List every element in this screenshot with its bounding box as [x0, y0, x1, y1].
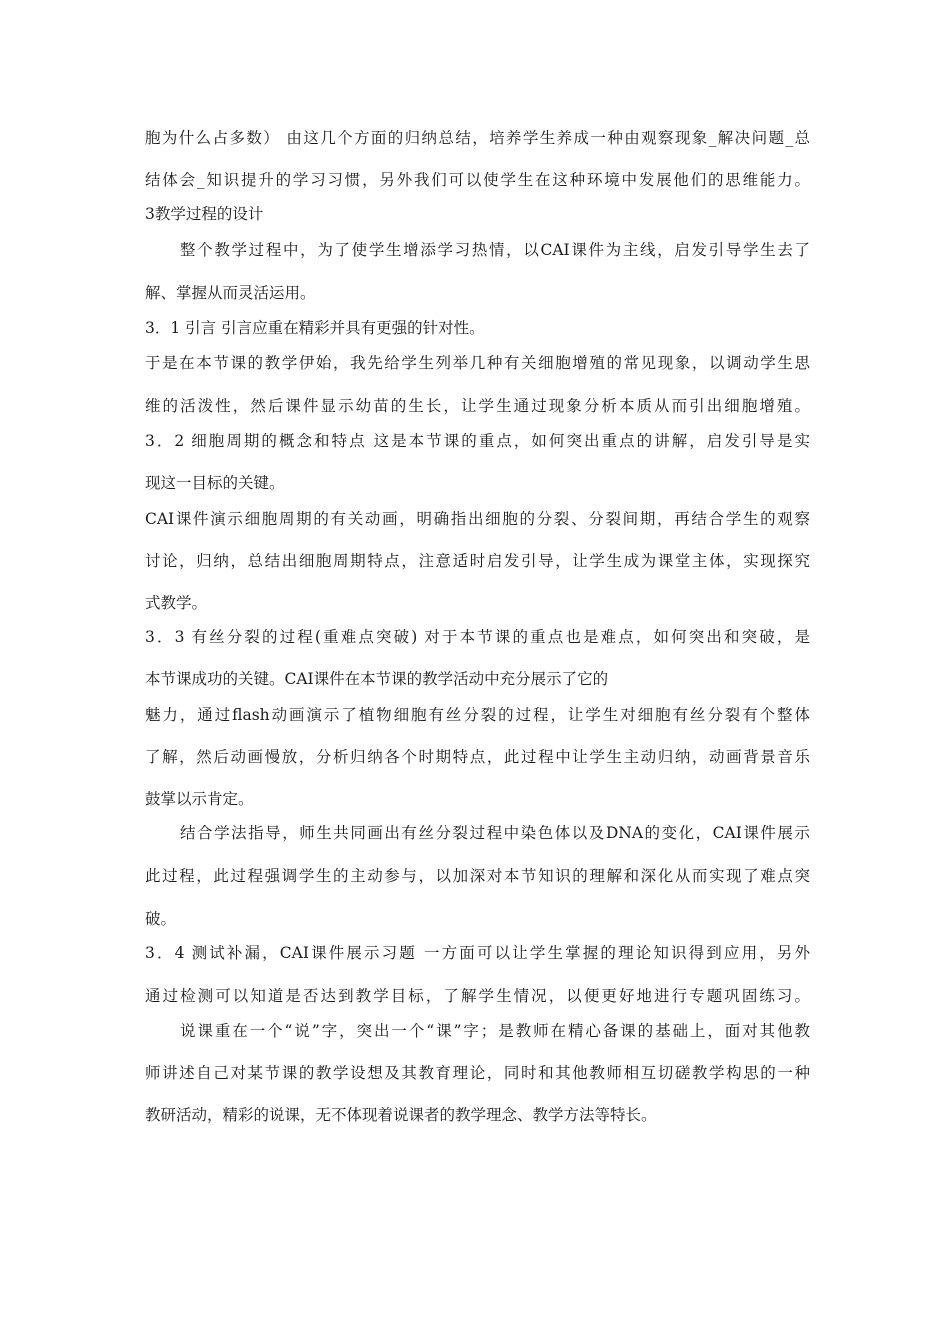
text-line: 胞为什么占多数） 由这几个方面的归纳总结，培养学生养成一种由观察现象_解决问题_总 — [145, 129, 810, 147]
text-line: 通过检测可以知道是否达到教学目标，了解学生情况，以便更好地进行专题巩固练习。 — [145, 987, 810, 1005]
text-line: 于是在本节课的教学伊始，我先给学生列举几种有关细胞增殖的常见现象，以调动学生思 — [145, 354, 810, 372]
text-line: 现这一目标的关键。 — [145, 474, 285, 492]
text-line: 此过程，此过程强调学生的主动参与，以加深对本节知识的理解和深化从而实现了难点突 — [145, 867, 810, 885]
text-line: 鼓掌以示肯定。 — [145, 790, 254, 808]
subsection-heading: 3．1 引言 引言应重在精彩并具有更强的针对性。 — [145, 319, 485, 337]
text-line: CAI课件演示细胞周期的有关动画，明确指出细胞的分裂、分裂间期，再结合学生的观察 — [145, 510, 810, 528]
subsection-heading: 3．2 细胞周期的概念和特点 这是本节课的重点，如何突出重点的讲解，启发引导是实 — [145, 432, 810, 450]
text-line: 破。 — [145, 910, 177, 928]
subsection-heading: 3．3 有丝分裂的过程(重难点突破) 对于本节课的重点也是难点，如何突出和突破，是 — [145, 628, 810, 646]
text-line: 结合学法指导，师生共同画出有丝分裂过程中染色体以及DNA的变化，CAI课件展示 — [180, 824, 810, 842]
text-line: 师讲述自己对某节课的教学设想及其教育理论，同时和其他教师相互切磋教学构思的一种 — [145, 1064, 810, 1082]
text-line: 了解，然后动画慢放，分析归纳各个时期特点，此过程中让学生主动归纳，动画背景音乐 — [145, 748, 810, 766]
text-line: 解、掌握从而灵活运用。 — [145, 284, 316, 302]
text-line: 魅力，通过flash动画演示了植物细胞有丝分裂的过程，让学生对细胞有丝分裂有个整体 — [145, 706, 810, 724]
text-line: 说课重在一个“说”字，突出一个“课”字；是教师在精心备课的基础上，面对其他教 — [180, 1022, 810, 1040]
text-line: 讨论，归纳，总结出细胞周期特点，注意适时启发引导，让学生成为课堂主体，实现探究 — [145, 552, 810, 570]
text-line: 整个教学过程中，为了使学生增添学习热情，以CAI课件为主线，启发引导学生去了 — [180, 241, 810, 259]
text-line: 式教学。 — [145, 594, 208, 612]
text-line: 维的活泼性，然后课件显示幼苗的生长，让学生通过现象分析本质从而引出细胞增殖。 — [145, 397, 810, 415]
section-heading: 3教学过程的设计 — [145, 205, 264, 223]
subsection-heading: 3．4 测试补漏，CAI课件展示习题 一方面可以让学生掌握的理论知识得到应用，另外 — [145, 944, 810, 962]
text-line: 本节课成功的关键。CAI课件在本节课的教学活动中充分展示了它的 — [145, 670, 609, 688]
text-line: 结体会_知识提升的学习习惯，另外我们可以使学生在这种环境中发展他们的思维能力。 — [145, 171, 810, 189]
text-line: 教研活动，精彩的说课，无不体现着说课者的教学理念、教学方法等特长。 — [145, 1106, 657, 1124]
